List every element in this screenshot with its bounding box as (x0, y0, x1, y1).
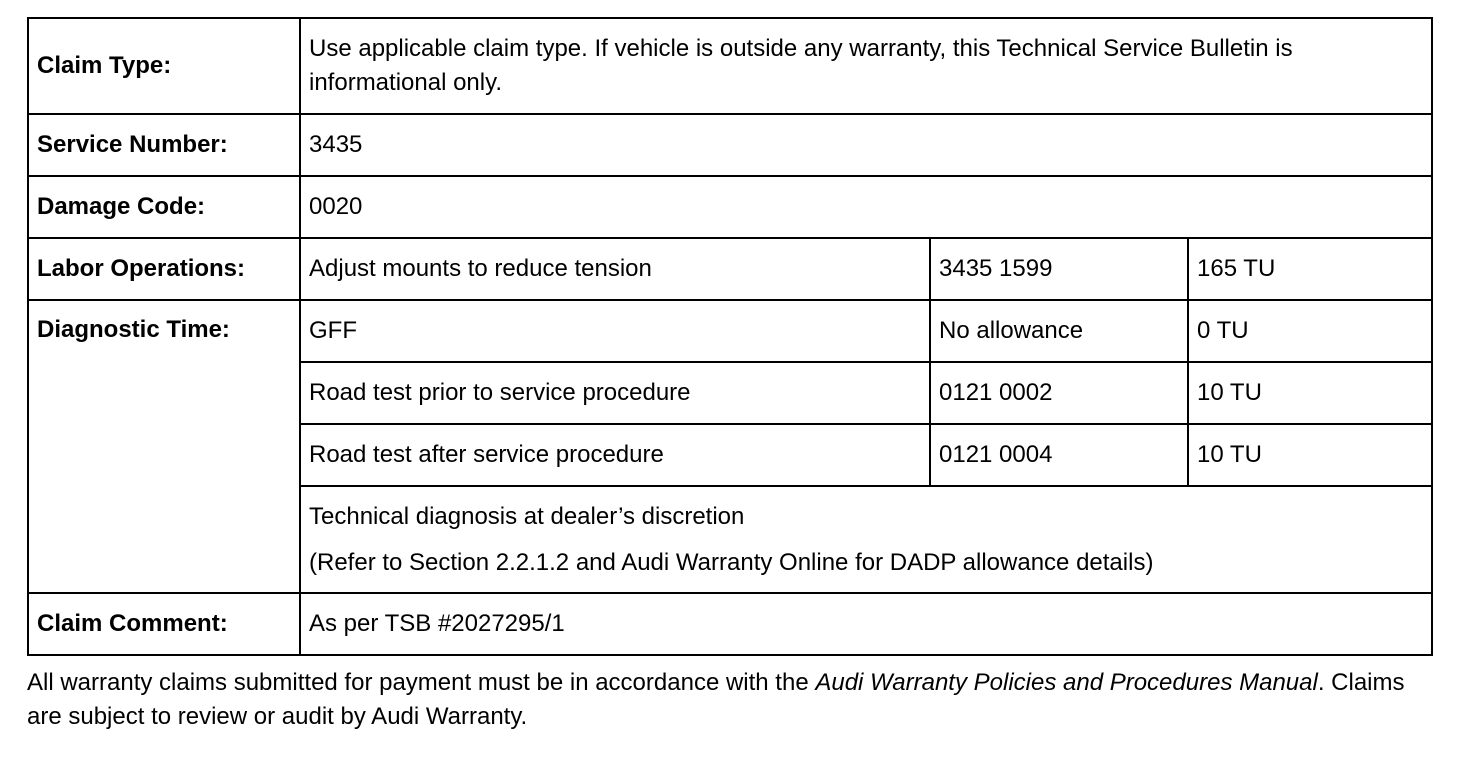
service-number-row (28, 114, 1432, 176)
claim-comment-value: As per TSB #2027295/1 (300, 593, 1432, 655)
labor-operation-code: 3435 1599 (930, 238, 1188, 300)
claim-type-row (28, 18, 1432, 114)
labor-operations-row (28, 238, 1432, 300)
diagnostic-code: No allowance (930, 300, 1188, 362)
footer-text-after: . Claims are subject to review or audit by Audi Warranty. (27, 669, 1405, 730)
diagnostic-description: Road test prior to service procedure (300, 362, 930, 424)
diagnostic-time-row (28, 300, 1432, 362)
diagnostic-time-value: 10 TU (1188, 362, 1432, 424)
damage-code-value: 0020 (300, 176, 1432, 238)
claim-comment-label: Claim Comment: (28, 593, 300, 655)
warranty-claim-table (27, 17, 1433, 656)
claim-type-label: Claim Type: (28, 18, 300, 114)
footer-manual-title: Audi Warranty Policies and Procedures Manual (815, 669, 1318, 696)
labor-operation-description: Adjust mounts to reduce tension (300, 238, 930, 300)
diagnostic-description: GFF (300, 300, 930, 362)
labor-operation-time: 165 TU (1188, 238, 1432, 300)
service-number-value: 3435 (300, 114, 1432, 176)
warranty-footer-note (27, 666, 1437, 734)
diagnostic-description: Road test after service procedure (300, 424, 930, 486)
damage-code-label: Damage Code: (28, 176, 300, 238)
diagnostic-note (300, 486, 1432, 593)
diagnostic-time-label: Diagnostic Time: (28, 300, 300, 593)
claim-comment-row (28, 593, 1432, 655)
diagnostic-note-line-2: (Refer to Section 2.2.1.2 and Audi Warranty Online for DADP allowance details) (309, 548, 1154, 576)
diagnostic-time-value: 10 TU (1188, 424, 1432, 486)
footer-text-before: All warranty claims submitted for payment must be in accordance with the (27, 669, 816, 696)
claim-type-value: Use applicable claim type. If vehicle is outside any warranty, this Technical Service Bulletin is informational only. (300, 18, 1432, 114)
labor-operations-label: Labor Operations: (28, 238, 300, 300)
service-number-label: Service Number: (28, 114, 300, 176)
diagnostic-code: 0121 0002 (930, 362, 1188, 424)
damage-code-row (28, 176, 1432, 238)
diagnostic-time-value: 0 TU (1188, 300, 1432, 362)
diagnostic-code: 0121 0004 (930, 424, 1188, 486)
diagnostic-note-line-1: Technical diagnosis at dealer’s discretion (309, 502, 745, 530)
